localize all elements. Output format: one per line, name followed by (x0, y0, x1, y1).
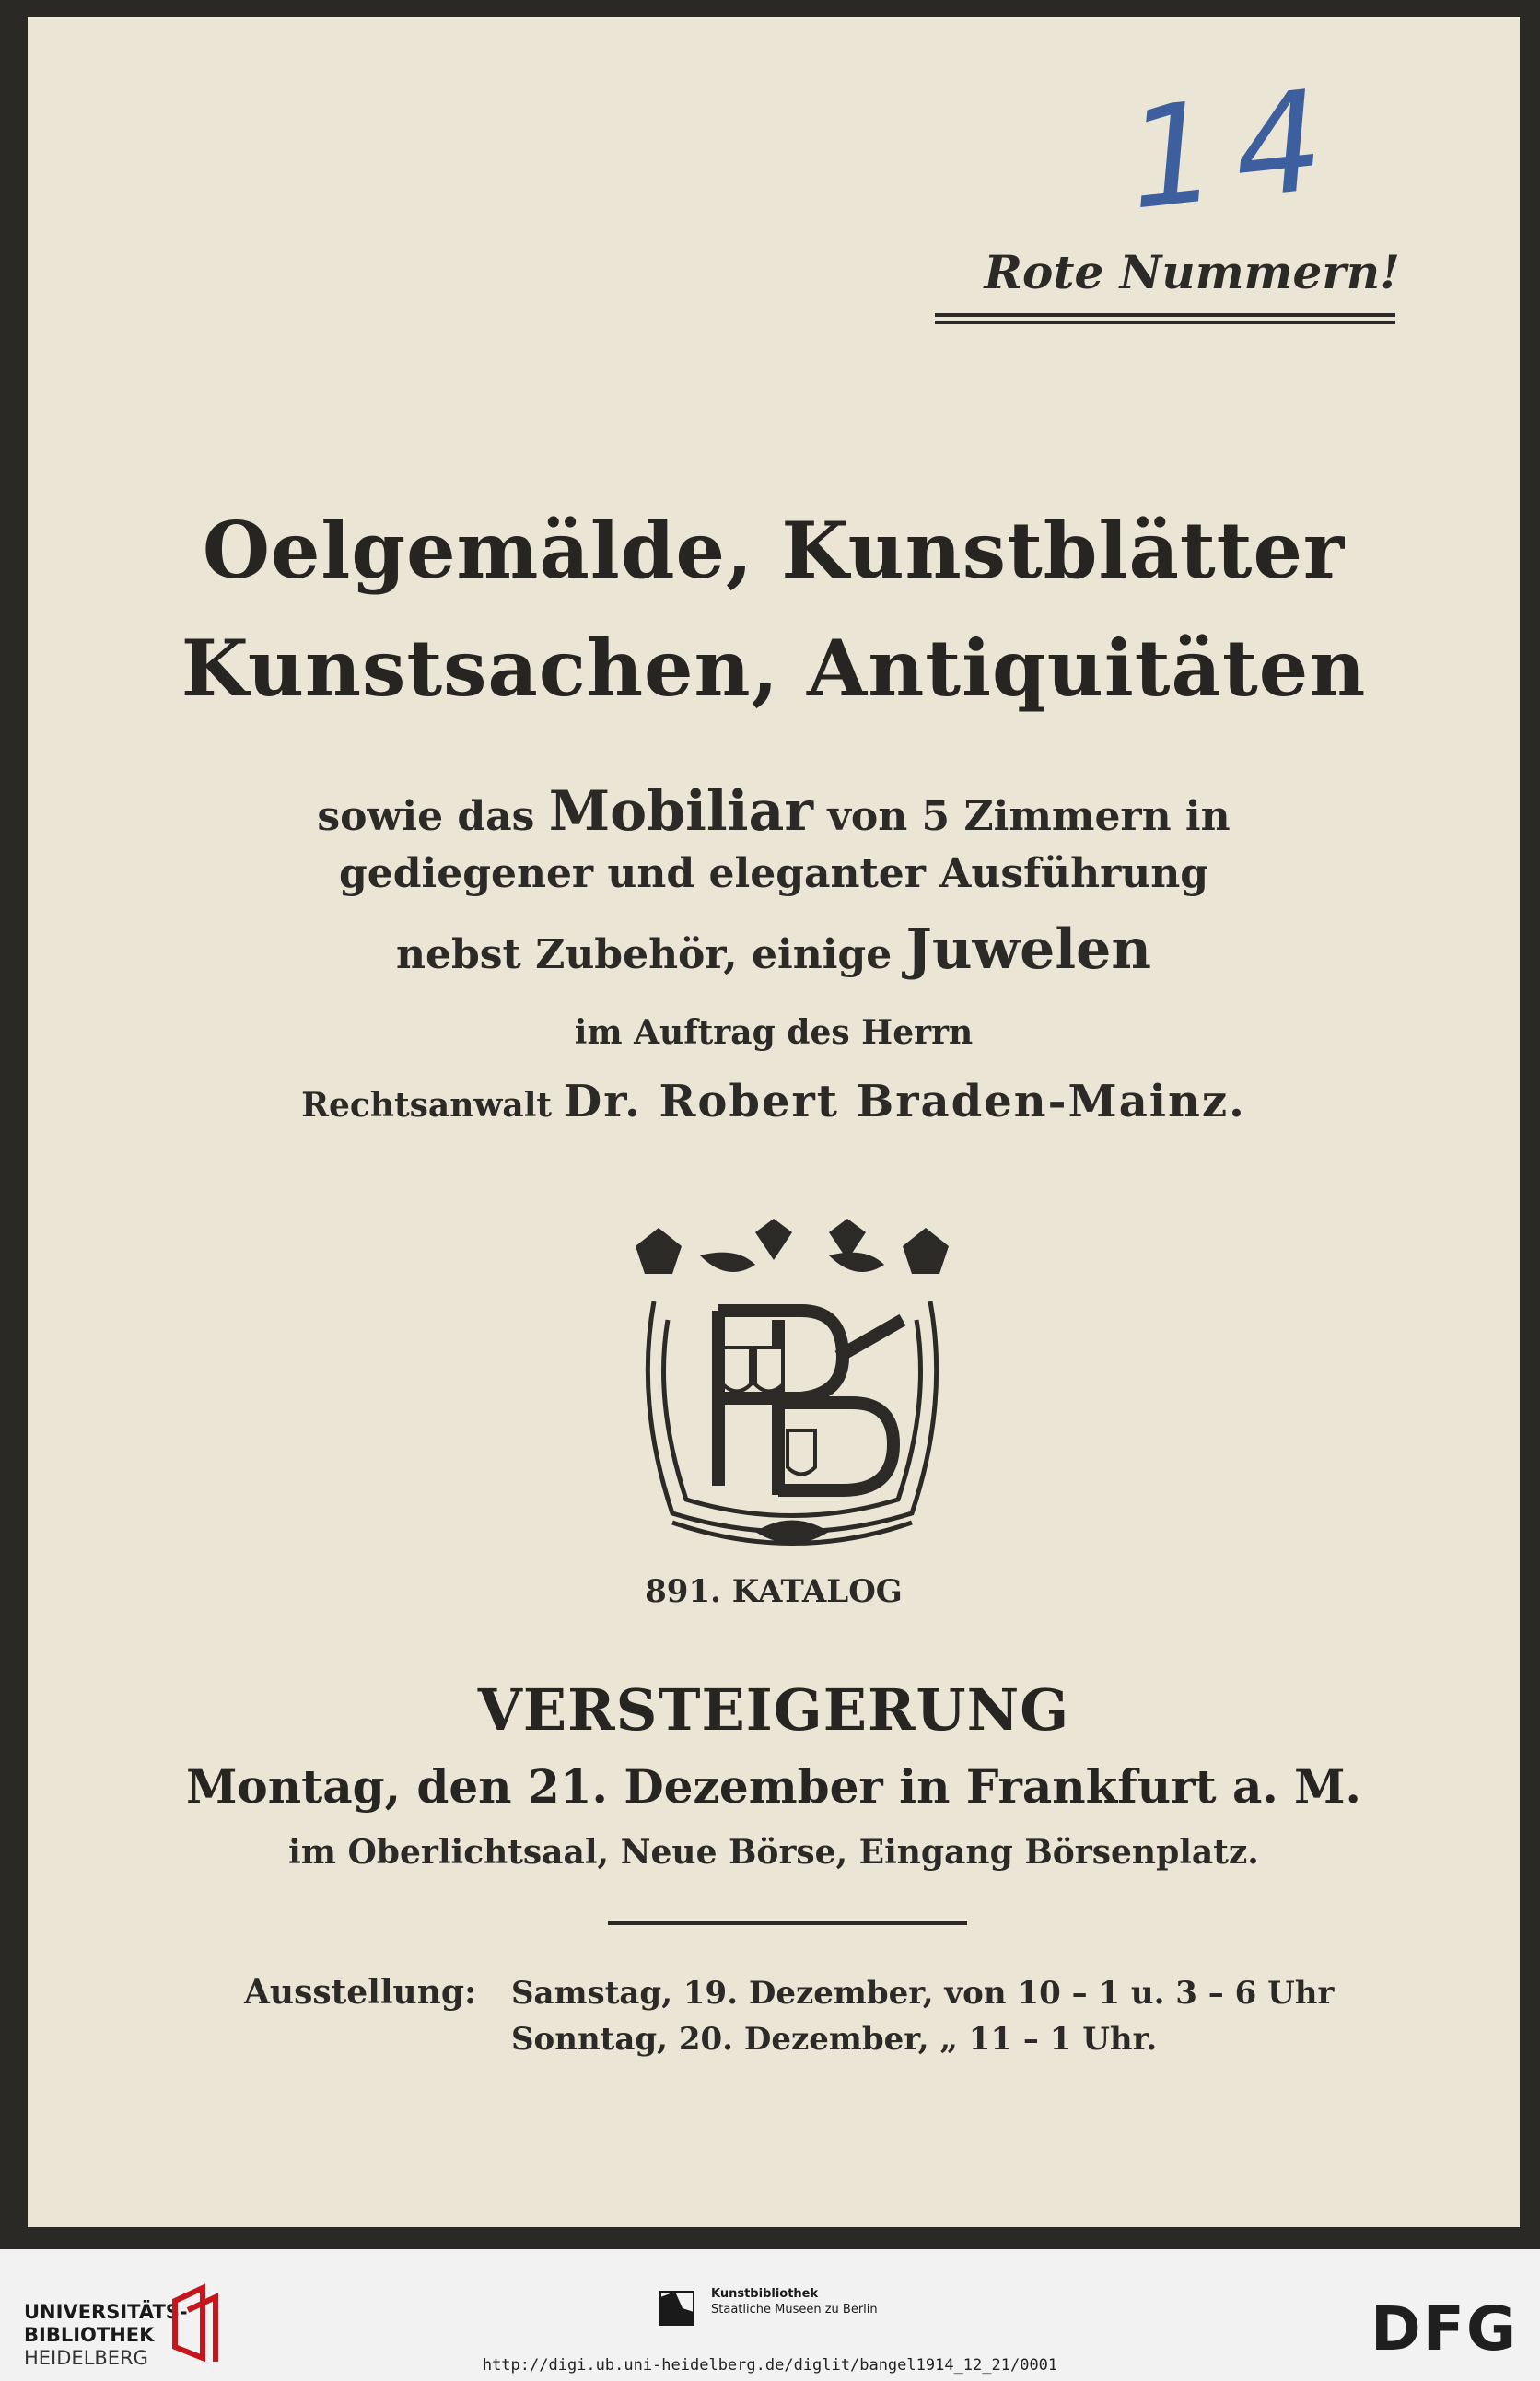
source-url[interactable]: http://digi.ub.uni-heidelberg.de/diglit/bangel1914_12_21/0001 (482, 2356, 1058, 2375)
title-line-1: Oelgemälde, Kunstblätter (202, 505, 1346, 596)
subtitle-text: sowie das (317, 793, 549, 840)
red-numbers-notice: Rote Nummern! (984, 245, 1400, 299)
subtitle-text: von 5 Zimmern in (813, 793, 1231, 840)
notice-underline (935, 321, 1395, 324)
divider (608, 1921, 967, 1925)
kb-line-1: Kunstbibliothek (711, 2287, 819, 2301)
notice-underline (935, 313, 1395, 317)
subtitle-text: nebst Zubehör, einige (396, 931, 906, 978)
commission-title: Rechtsanwalt (301, 1086, 564, 1125)
subtitle-line-1 (28, 779, 1520, 844)
commission-line-1: im Auftrag des Herrn (574, 1013, 974, 1052)
dfg-logo: DFG (1371, 2293, 1519, 2364)
ub-line-1: UNIVERSITÄTS- (24, 2301, 188, 2323)
catalog-number: 891. KATALOG (645, 1573, 903, 1610)
subtitle-emphasis-mobiliar: Mobiliar (548, 779, 814, 844)
kb-line-2: Staatliche Museen zu Berlin (711, 2303, 878, 2317)
title-line-2: Kunstsachen, Antiquitäten (181, 623, 1367, 714)
kunstbibliothek-text (711, 2286, 878, 2317)
commission-name: Dr. Robert Braden-Mainz. (563, 1076, 1246, 1127)
subtitle-line-2: gediegener und eleganter Ausführung (338, 850, 1209, 897)
commission-line-2 (28, 1076, 1520, 1127)
auction-heading: VERSTEIGERUNG (477, 1676, 1070, 1744)
ub-line-2: BIBLIOTHEK (24, 2324, 155, 2346)
auction-house-emblem (617, 1219, 967, 1569)
exhibition-line-1: Samstag, 19. Dezember, von 10 – 1 u. 3 – 6 Uhr (511, 1975, 1335, 2012)
exhibition-line-2: Sonntag, 20. Dezember, „ 11 – 1 Uhr. (511, 2021, 1158, 2058)
kunstbibliothek-icon (657, 2288, 697, 2328)
auction-date: Montag, den 21. Dezember in Frankfurt a. M. (186, 1759, 1361, 1814)
ub-book-icon (166, 2282, 232, 2363)
exhibition-label: Ausstellung: (244, 1973, 477, 2012)
catalog-cover-page (28, 17, 1520, 2227)
subtitle-line-3 (28, 917, 1520, 982)
handwritten-number: 14 (1120, 59, 1349, 241)
auction-location: im Oberlichtsaal, Neue Börse, Eingang Börsenplatz. (288, 1833, 1259, 1872)
ub-line-3: HEIDELBERG (24, 2347, 148, 2369)
subtitle-emphasis-juwelen: Juwelen (905, 917, 1151, 982)
